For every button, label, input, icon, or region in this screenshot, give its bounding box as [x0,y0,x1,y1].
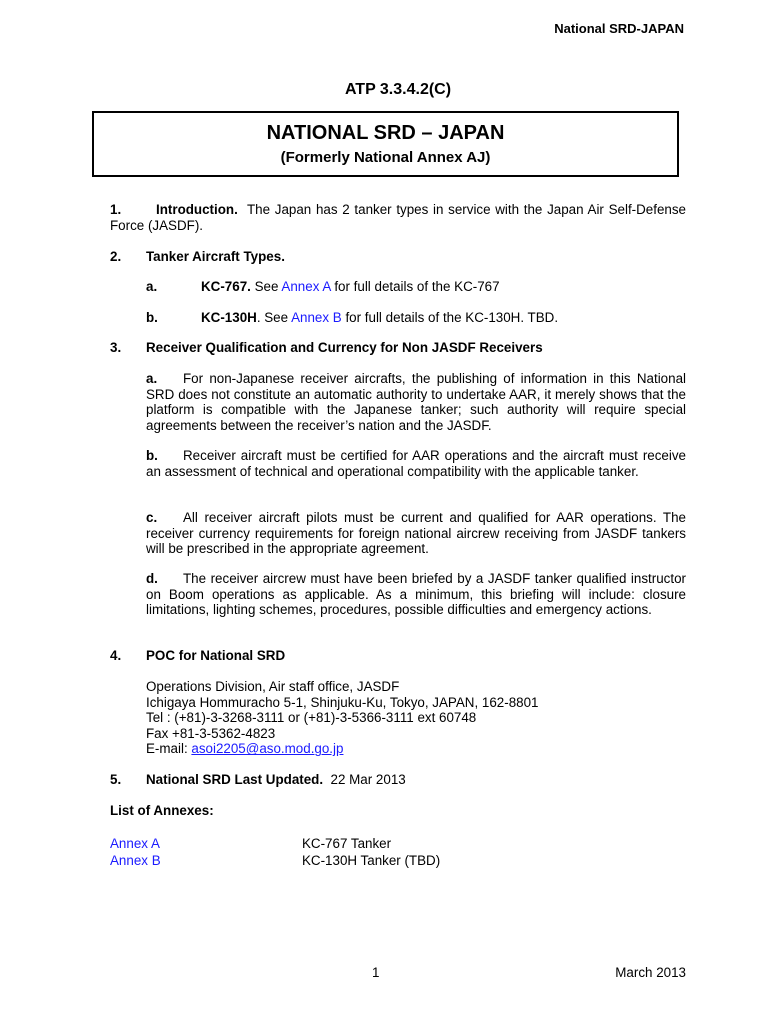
page-subtitle: (Formerly National Annex AJ) [280,149,491,166]
item-pre: . See [256,310,289,325]
paragraph-3a [146,371,686,433]
item-post: for full details of the KC-767 [334,279,500,294]
para-label: a. [146,371,158,386]
section-heading: National SRD Last Updated. [146,772,324,787]
annex-b-link[interactable]: Annex B [291,310,342,325]
section-text: The Japan has 2 tanker types in service with the Japan Air Self-Defense Force (JASDF). [110,202,687,233]
section-last-updated [110,772,686,788]
poc-line: Operations Division, Air staff office, JASDF [146,679,400,694]
section-receiver-qualification [110,340,686,356]
annex-description: KC-130H Tanker (TBD) [302,853,441,868]
paragraph-3c [146,510,686,557]
para-text: All receiver aircraft pilots must be current and qualified for AAR operations. The receiver currency requirements for foreign national aircrew receiving from JASDF tankers will be prescribed in the appropriate agreement. [146,510,686,557]
section-heading: Tanker Aircraft Types. [146,249,285,264]
poc-email-line [146,741,686,757]
item-post: for full details of the KC-130H. TBD. [345,310,559,325]
item-name: KC-767. [201,279,251,294]
email-link[interactable]: asoi2205@aso.mod.go.jp [191,741,344,757]
email-label: E-mail: [146,741,192,757]
para-label: b. [146,448,158,463]
paragraph-3b [146,448,686,479]
page-title: NATIONAL SRD – JAPAN [266,122,505,144]
section-introduction [110,202,686,233]
section-number: 5. [110,772,122,787]
annex-a-list-link[interactable]: Annex A [110,836,160,851]
section-tanker-types [110,249,686,265]
para-label: c. [146,510,158,525]
poc-address [146,679,686,757]
section-number: 2. [110,249,122,264]
section-heading: Introduction. [156,202,238,217]
paragraph-3d [146,571,686,618]
tanker-item-kc767 [146,279,686,295]
annex-b-list-link[interactable]: Annex B [110,853,161,868]
footer-date: March 2013 [615,965,686,980]
section-number: 1. [110,202,122,217]
para-text: For non-Japanese receiver aircrafts, the publishing of information in this National SRD does not constitute an automatic authority to undertake AAR, it merely shows that the platform is compatible with the Japanese tanker; such authority will require special agreements between the receiver’s nation and the JASDF. [146,371,686,433]
section-number: 4. [110,648,122,663]
running-header: National SRD-JAPAN [554,21,684,36]
section-number: 3. [110,340,122,355]
para-text: Receiver aircraft must be certified for AAR operations and the aircraft must receive an assessment of technical and operational compatibility with the applicable tanker. [146,448,686,479]
poc-line: Fax +81-3-5362-4823 [146,725,276,741]
para-label: d. [146,571,158,586]
para-text: The receiver aircrew must have been briefed by a JASDF tanker qualified instructor on Boom operations as applicable. As a minimum, this briefing will include: closure limitations, lighting schemes, procedures, possible difficulties and emergency actions. [146,571,686,618]
section-heading: POC for National SRD [146,648,286,663]
last-updated-date: 22 Mar 2013 [330,772,406,787]
document-reference: ATP 3.3.4.2(C) [344,81,452,98]
poc-line: Ichigaya Hommuracho 5-1, Shinjuku-Ku, Tokyo, JAPAN, 162-8801 [146,694,539,710]
section-poc [110,648,686,664]
title-box [92,111,679,177]
annex-list-heading: List of Annexes: [110,803,214,818]
section-heading: Receiver Qualification and Currency for Non JASDF Receivers [146,340,543,355]
item-pre: See [254,279,279,294]
page-number: 1 [372,965,380,980]
item-name: KC-130H [201,310,257,325]
item-label: b. [146,310,158,325]
item-label: a. [146,279,158,294]
tanker-item-kc130h [146,310,686,326]
annex-a-link[interactable]: Annex A [281,279,331,294]
poc-line: Tel : (+81)-3-3268-3111 or (+81)-3-5366-3111 ext 60748 [146,710,477,726]
annex-description: KC-767 Tanker [302,836,392,851]
